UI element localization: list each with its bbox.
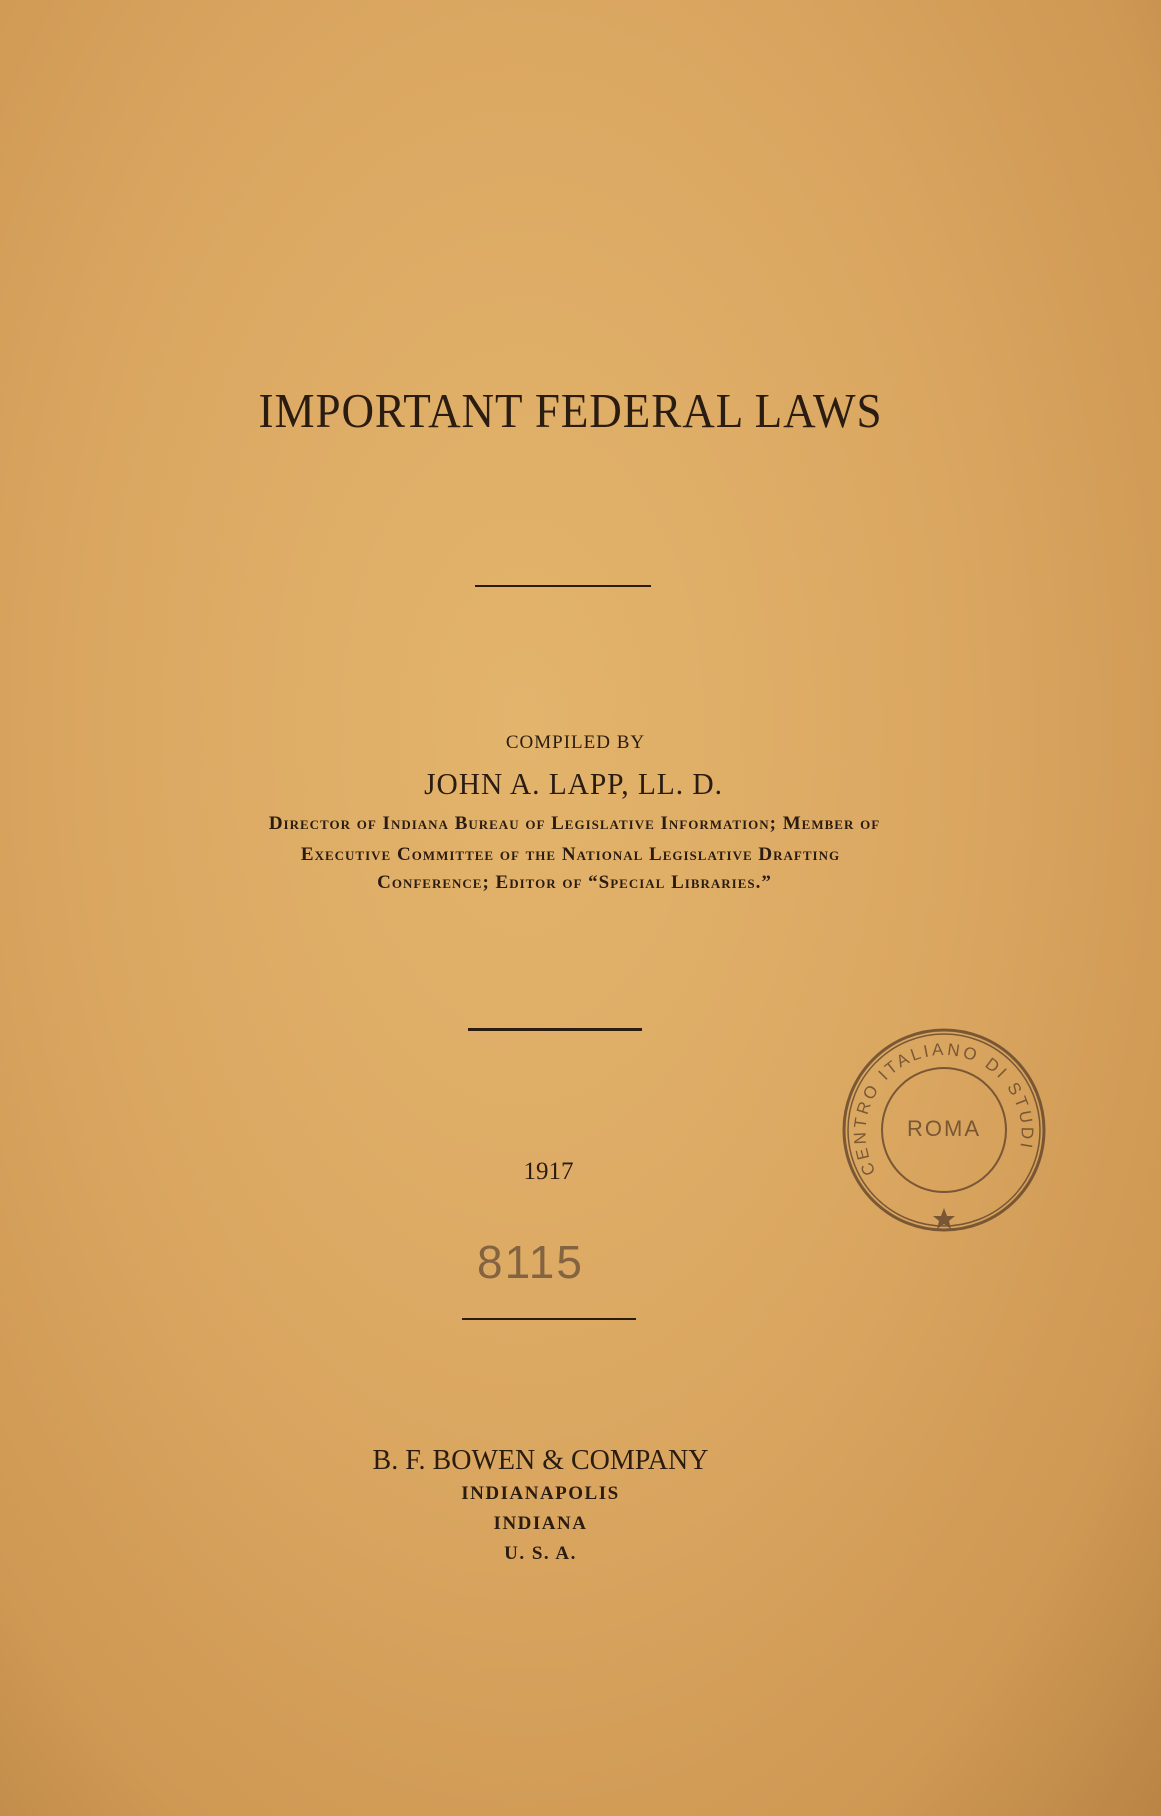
svg-text:CENTRO ITALIANO DI STUDI A...: CENTRO ITALIANO DI STUDI (850, 1039, 1037, 1179)
publisher-city: INDIANAPOLIS (461, 1483, 620, 1504)
publisher-name: B. F. BOWEN & COMPANY (372, 1445, 709, 1476)
divider-rule (475, 585, 651, 587)
library-stamp (836, 1022, 1052, 1238)
author-credentials-line: Executive Committee of the National Legislative Drafting (300, 844, 841, 865)
publisher-country: U. S. A. (504, 1543, 577, 1564)
author-credentials-line: Conference; Editor of “Special Libraries.” (377, 872, 772, 893)
compiled-by-label: COMPILED BY (505, 732, 646, 753)
author-name: JOHN A. LAPP, LL. D. (424, 766, 723, 801)
accession-number: 8115 (477, 1236, 584, 1288)
divider-rule (468, 1028, 642, 1031)
stamp-center-text: ROMA (907, 1116, 981, 1141)
author-credentials-line: Director of Indiana Bureau of Legislative Information; Member of (268, 813, 881, 834)
publication-year: 1917 (523, 1158, 574, 1185)
divider-rule (462, 1318, 636, 1320)
publisher-state: INDIANA (493, 1513, 588, 1534)
book-title: IMPORTANT FEDERAL LAWS (258, 383, 883, 438)
